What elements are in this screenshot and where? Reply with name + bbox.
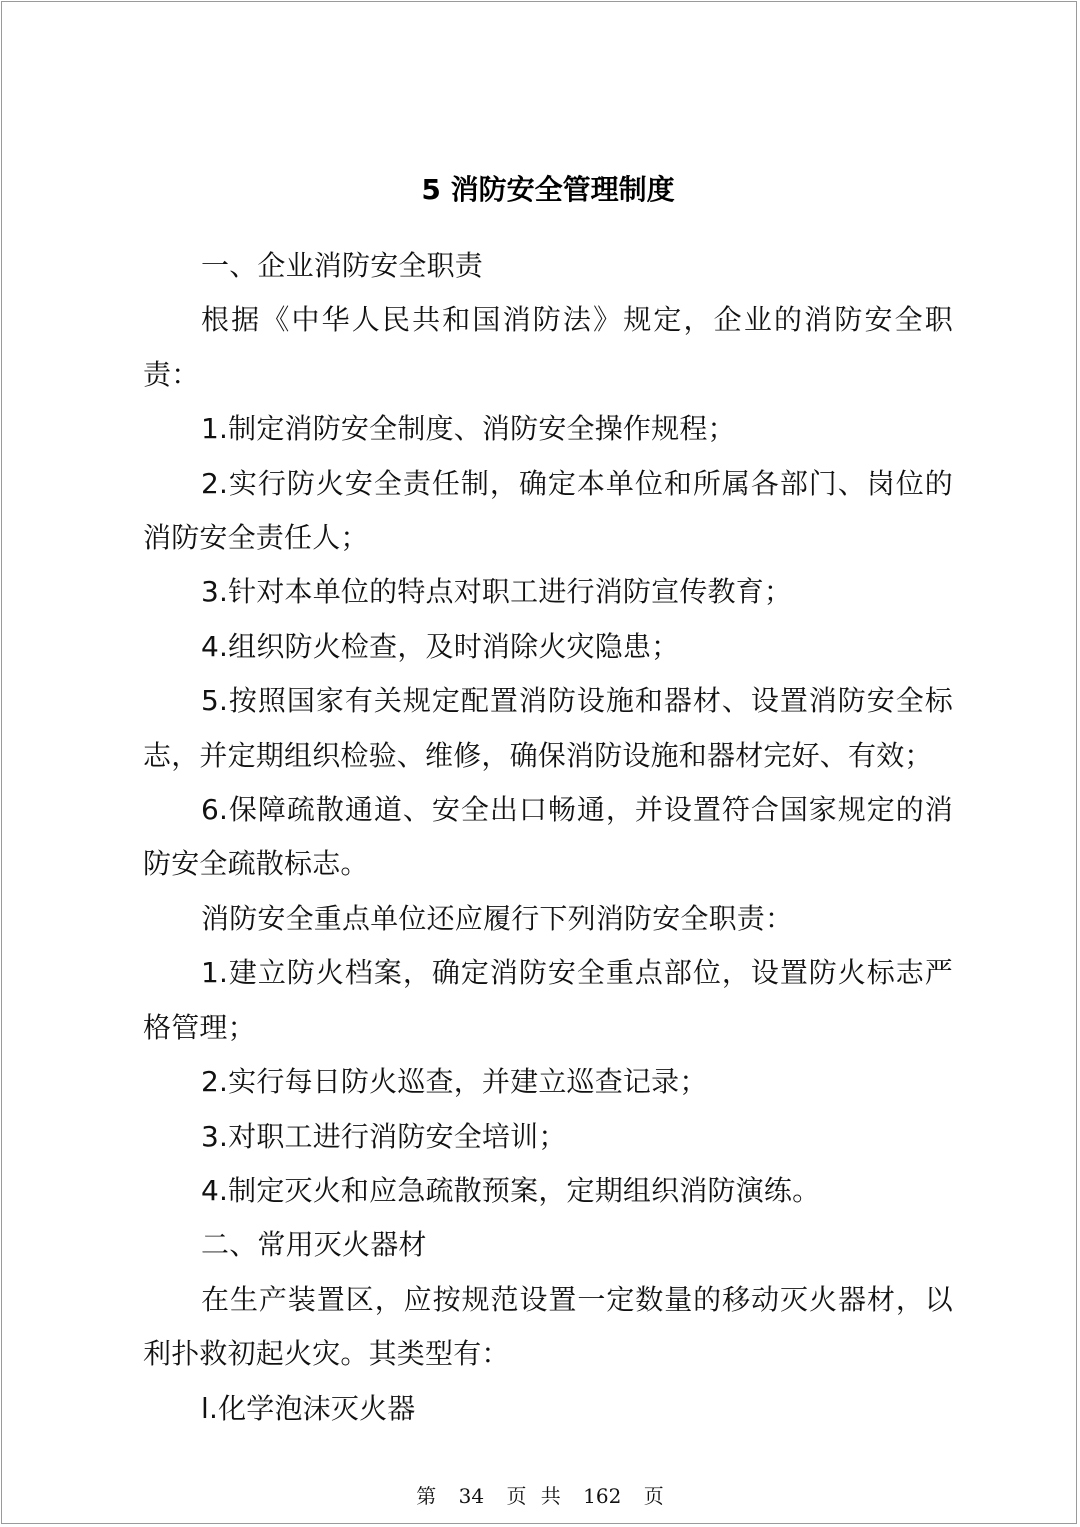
list-item-2: 2.实行防火安全责任制，确定本单位和所属各部门、岗位的消防安全责任人； — [143, 466, 953, 555]
footer-page-number: 34 — [458, 1484, 485, 1508]
document-body — [143, 239, 953, 1436]
equipment-item-1: l.化学泡沫灭火器 — [201, 1391, 416, 1425]
key-unit-item-4: 4.制定灭火和应急疏散预案，定期组织消防演练。 — [201, 1173, 821, 1207]
page-footer — [0, 1481, 1080, 1511]
footer-suffix: 页 — [643, 1484, 664, 1508]
key-unit-item-1: 1.建立防火档案，确定消防安全重点部位，设置防火标志严格管理； — [143, 956, 953, 1044]
footer-middle: 页 共 — [506, 1484, 561, 1508]
paragraph-intro: 根据《中华人民共和国消防法》规定，企业的消防安全职责： — [143, 303, 953, 391]
list-item-5: 5.按照国家有关规定配置消防设施和器材、设置消防安全标志，并定期组织检验、维修，确保消防设施和器材完好、有效； — [143, 684, 953, 772]
list-item-1: 1.制定消防安全制度、消防安全操作规程； — [201, 412, 736, 446]
paragraph-equipment: 在生产装置区，应按规范设置一定数量的移动灭火器材，以利扑救初起火灾。其类型有： — [143, 1282, 953, 1371]
list-item-6: 6.保障疏散通道、安全出口畅通，并设置符合国家规定的消防安全疏散标志。 — [143, 793, 953, 881]
footer-prefix: 第 — [416, 1484, 437, 1508]
key-unit-item-2: 2.实行每日防火巡查，并建立巡查记录； — [201, 1065, 708, 1099]
footer-total-pages: 162 — [583, 1484, 622, 1508]
list-item-4: 4.组织防火检查，及时消除火灾隐患； — [201, 629, 680, 663]
document-title: 5 消防安全管理制度 — [421, 173, 675, 206]
paragraph-key-units: 消防安全重点单位还应履行下列消防安全职责： — [201, 901, 794, 935]
list-item-3: 3.针对本单位的特点对职工进行消防宣传教育； — [201, 575, 793, 609]
section-heading-1: 一、企业消防安全职责 — [201, 249, 484, 282]
key-unit-item-3: 3.对职工进行消防安全培训； — [201, 1119, 567, 1153]
section-heading-2: 二、常用灭火器材 — [201, 1228, 427, 1262]
